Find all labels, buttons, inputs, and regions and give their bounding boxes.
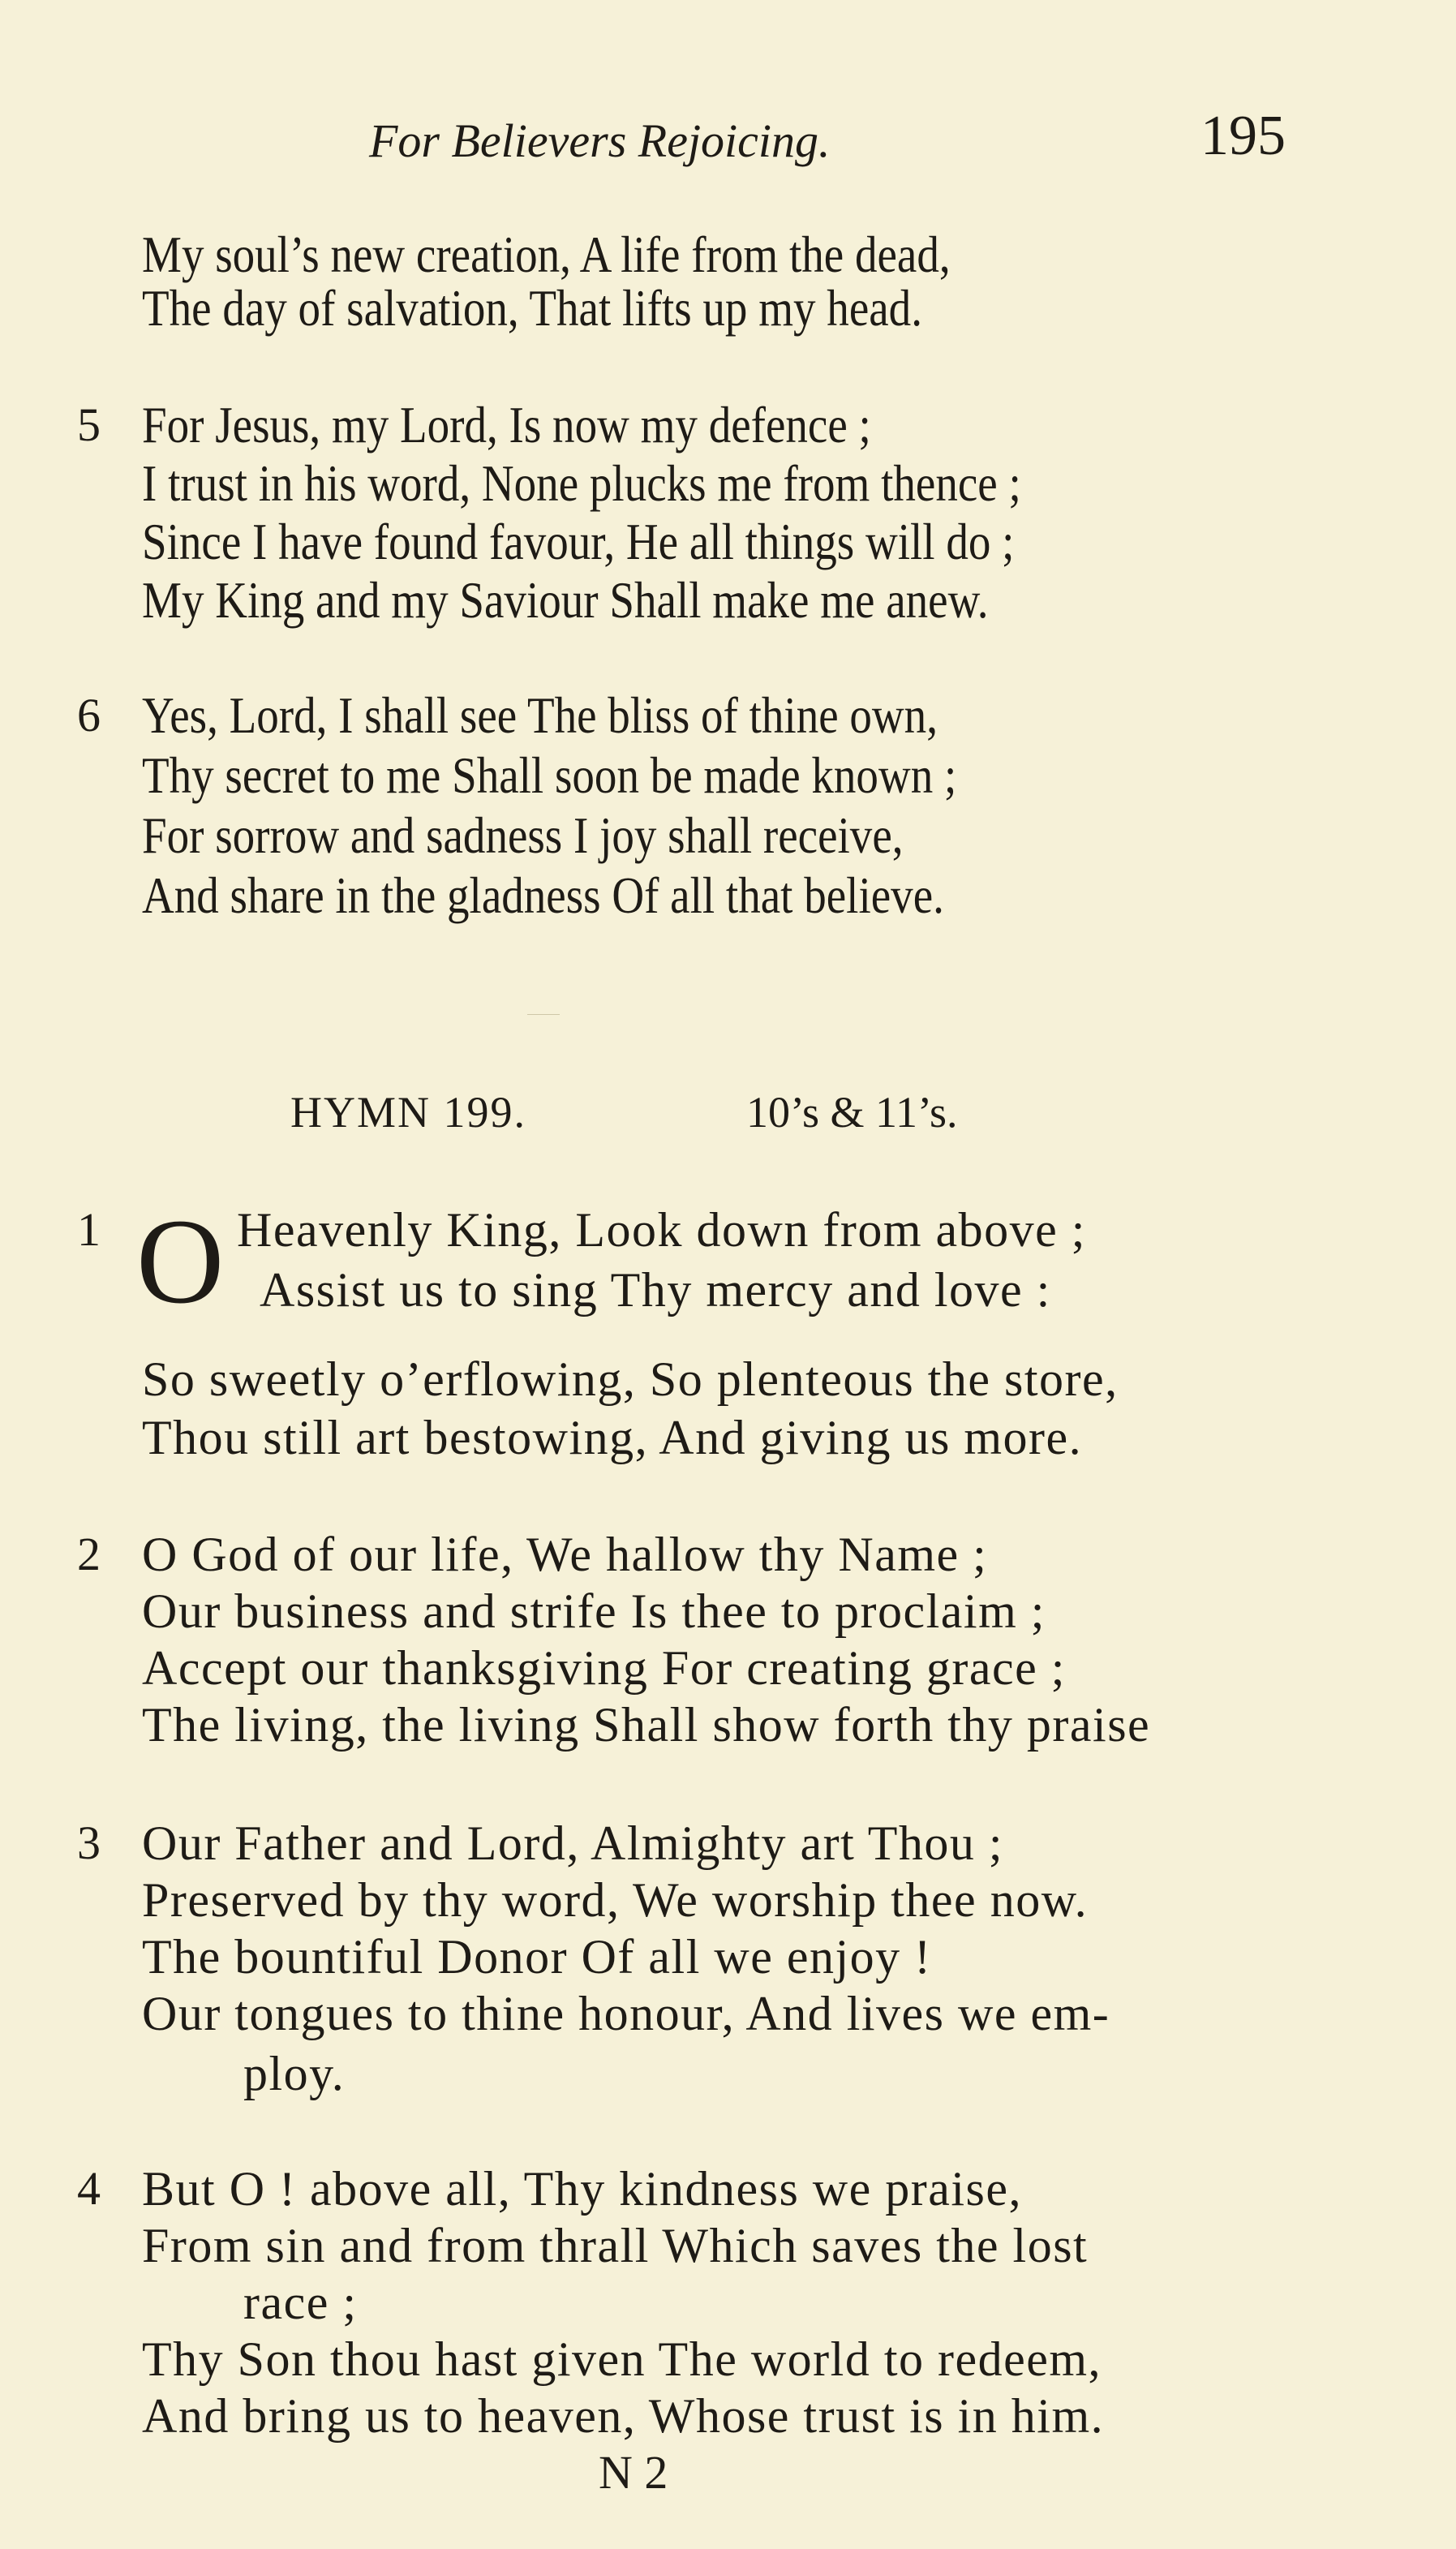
verse-line: My King and my Saviour Shall make me anew.	[142, 571, 989, 629]
verse-line: Preserved by thy word, We worship thee now.	[142, 1873, 1089, 1927]
verse-line: And share in the gladness Of all that believe.	[142, 866, 944, 924]
verse-line: But O ! above all, Thy kindness we praise,	[142, 2162, 1023, 2216]
verse-line: I trust in his word, None plucks me from thence ;	[142, 454, 1021, 512]
verse-line: Our tongues to thine honour, And lives we em-	[142, 1987, 1110, 2040]
stanza-number: 5	[77, 398, 101, 451]
verse-line: So sweetly o’erflowing, So plenteous the store,	[142, 1352, 1119, 1406]
drop-cap: O	[136, 1194, 225, 1329]
verse-line: Our Father and Lord, Almighty art Thou ;	[142, 1816, 1004, 1870]
verse-line: The bountiful Donor Of all we enjoy !	[142, 1930, 932, 1984]
hymn-title: HYMN 199.	[290, 1088, 527, 1137]
verse-line: Thou still art bestowing, And giving us more.	[142, 1411, 1083, 1464]
signature-mark: N 2	[599, 2446, 668, 2499]
stanza-number: 1	[77, 1203, 101, 1256]
stanza-number: 4	[77, 2162, 101, 2215]
verse-line: Accept our thanksgiving For creating grace ;	[142, 1641, 1066, 1695]
verse-line: And bring us to heaven, Whose trust is in him.	[142, 2389, 1105, 2443]
verse-line: For sorrow and sadness I joy shall receive,	[142, 806, 904, 864]
verse-line: From sin and from thrall Which saves the lost	[142, 2219, 1089, 2272]
verse-line: Heavenly King, Look down from above ;	[237, 1203, 1086, 1257]
verse-line: The day of salvation, That lifts up my head.	[142, 279, 922, 337]
verse-line: Our business and strife Is thee to proclaim ;	[142, 1584, 1046, 1638]
divider	[527, 1014, 560, 1015]
verse-line: O God of our life, We hallow thy Name ;	[142, 1528, 988, 1581]
verse-line: Thy Son thou hast given The world to redeem,	[142, 2332, 1102, 2386]
hymn-meter: 10’s & 11’s.	[746, 1088, 958, 1137]
verse-line: Assist us to sing Thy mercy and love :	[260, 1263, 1051, 1317]
verse-line: Thy secret to me Shall soon be made known ;	[142, 746, 957, 804]
verse-line: My soul’s new creation, A life from the dead,	[142, 226, 951, 283]
running-title: For Believers Rejoicing.	[369, 114, 831, 167]
verse-line: ploy.	[243, 2047, 346, 2100]
verse-line: The living, the living Shall show forth thy praise	[142, 1698, 1151, 1752]
verse-line: Since I have found favour, He all things will do ;	[142, 513, 1015, 570]
page-number: 195	[1200, 105, 1286, 167]
verse-line: race ;	[243, 2276, 358, 2329]
stanza-number: 6	[77, 689, 101, 741]
stanza-number: 3	[77, 1816, 101, 1869]
verse-line: Yes, Lord, I shall see The bliss of thine own,	[142, 686, 938, 744]
verse-line: For Jesus, my Lord, Is now my defence ;	[142, 396, 871, 453]
stanza-number: 2	[77, 1528, 101, 1580]
